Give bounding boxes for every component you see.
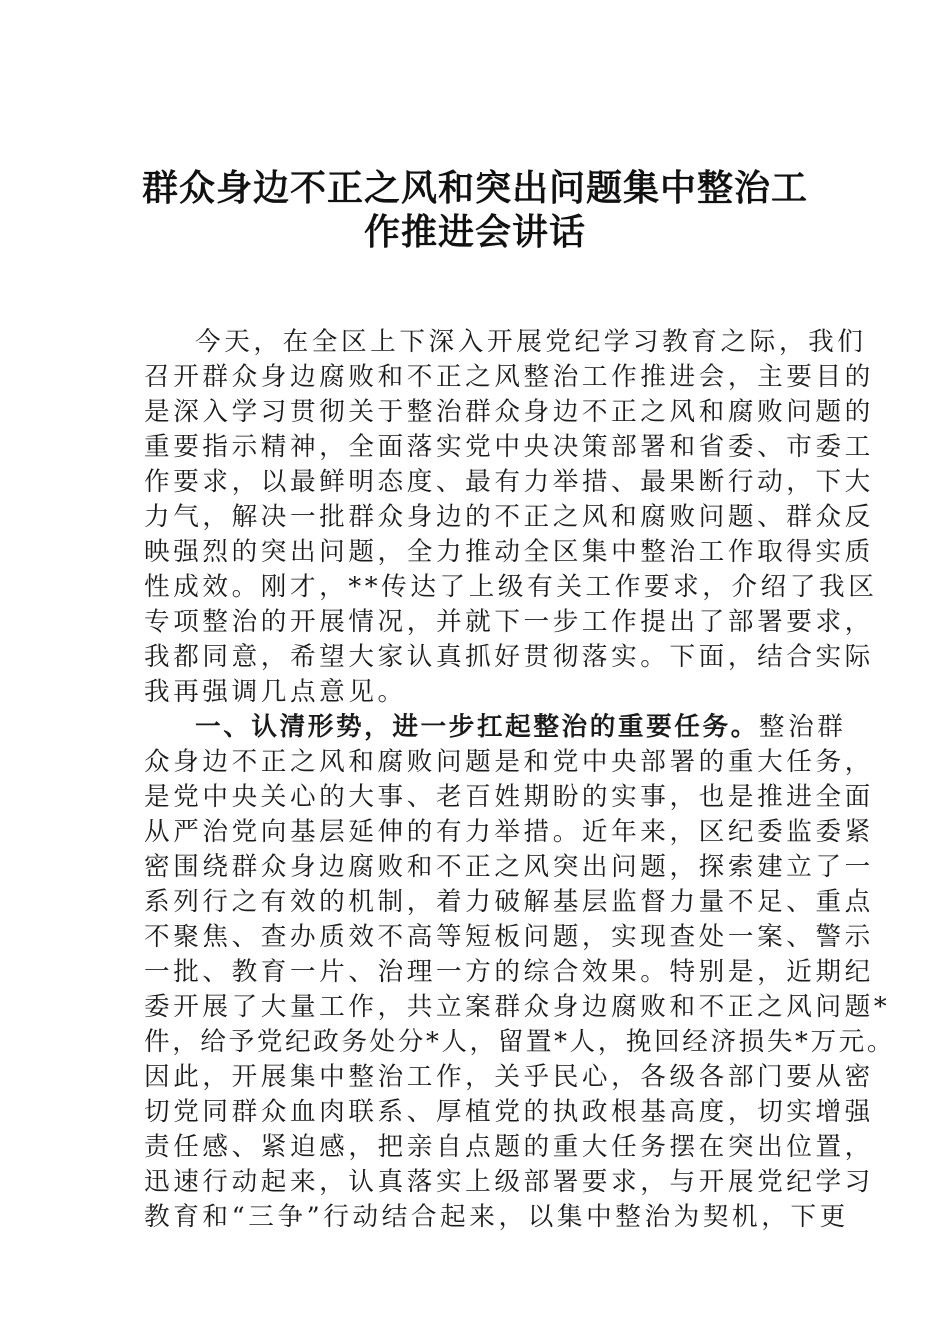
paragraph-line: 我再强调几点意见。 [144, 677, 407, 707]
paragraph-line: 是党中央关心的大事、老百姓期盼的实事，也是推进全面 [144, 782, 874, 812]
paragraph-line: 作要求，以最鲜明态度、最有力举措、最果断行动，下大 [144, 467, 874, 497]
paragraph-line: 密围绕群众身边腐败和不正之风突出问题，探索建立了一 [144, 852, 874, 882]
paragraph-line: 一批、教育一片、治理一方的综合效果。特别是，近期纪 [144, 957, 874, 987]
paragraph-line: 系列行之有效的机制，着力破解基层监督力量不足、重点 [144, 887, 874, 917]
paragraph-line: 件，给予党纪政务处分*人，留置*人，挽回经济损失*万元。 [144, 1027, 896, 1057]
paragraph-line: 专项整治的开展情况，并就下一步工作提出了部署要求， [144, 607, 874, 637]
paragraph-line: 重要指示精神，全面落实党中央决策部署和省委、市委工 [144, 432, 874, 462]
paragraph-line: 是深入学习贯彻关于整治群众身边不正之风和腐败问题的 [144, 397, 874, 427]
paragraph-line: 召开群众身边腐败和不正之风整治工作推进会，主要目的 [144, 362, 874, 392]
paragraph-line: 性成效。刚才，**传达了上级有关工作要求，介绍了我区 [144, 572, 878, 602]
paragraph-line: 因此，开展集中整治工作，关乎民心，各级各部门要从密 [144, 1062, 874, 1092]
section-heading: 一、认清形势，进一步扛起整治的重要任务。 [195, 712, 759, 742]
paragraph-line: 切党同群众血肉联系、厚植党的执政根基高度，切实增强 [144, 1097, 874, 1127]
paragraph-line: 众身边不正之风和腐败问题是和党中央部署的重大任务， [144, 747, 874, 777]
section-heading-line [195, 711, 846, 744]
section-heading-continuation: 整治群 [758, 712, 847, 742]
paragraph-line: 力气，解决一批群众身边的不正之风和腐败问题、群众反 [144, 502, 874, 532]
paragraph-line: 迅速行动起来，认真落实上级部署要求，与开展党纪学习 [144, 1167, 874, 1197]
paragraph-line: 责任感、紧迫感，把亲自点题的重大任务摆在突出位置， [144, 1132, 874, 1162]
paragraph-line: 从严治党向基层延伸的有力举措。近年来，区纪委监委紧 [144, 817, 874, 847]
paragraph-line: 今天，在全区上下深入开展党纪学习教育之际，我们 [195, 327, 867, 357]
paragraph-line: 教育和“三争”行动结合起来，以集中整治为契机，下更 [144, 1202, 849, 1232]
paragraph-line: 我都同意，希望大家认真抓好贯彻落实。下面，结合实际 [144, 642, 874, 672]
paragraph-line: 委开展了大量工作，共立案群众身边腐败和不正之风问题* [144, 992, 891, 1022]
paragraph-line: 不聚焦、查办质效不高等短板问题，实现查处一案、警示 [144, 922, 874, 952]
document-title-line-2: 作推进会讲话 [363, 211, 586, 253]
document-title-line-1: 群众身边不正之风和突出问题集中整治工 [141, 167, 808, 209]
paragraph-line: 映强烈的突出问题，全力推动全区集中整治工作取得实质 [144, 537, 874, 567]
